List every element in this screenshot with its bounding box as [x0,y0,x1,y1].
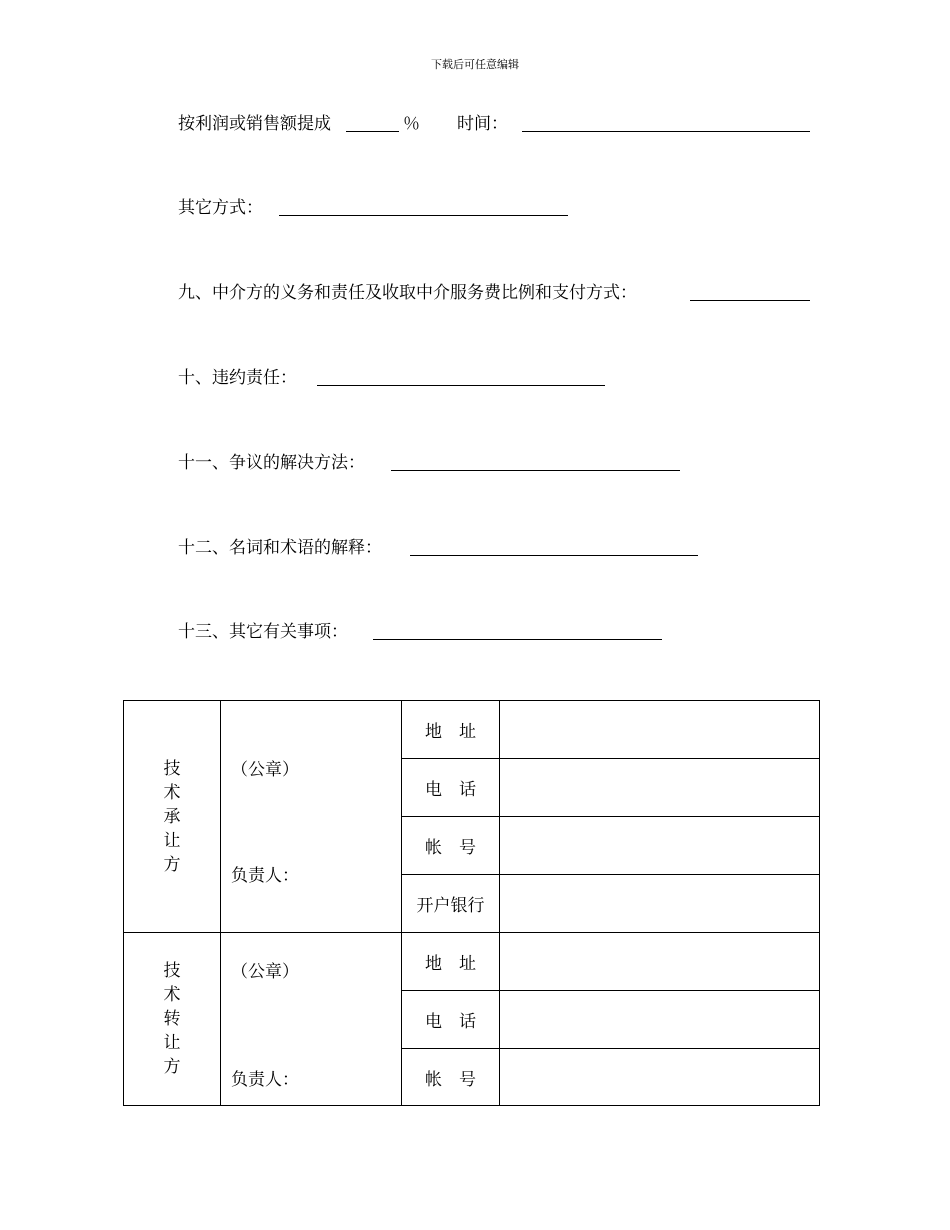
party1-account-label: 帐 号 [402,817,500,875]
party1-phone-label: 电 话 [402,759,500,817]
party1-char: 承 [163,806,181,827]
party2-address-label: 地 址 [402,933,500,991]
party1-phone-value[interactable] [500,759,820,817]
other-method-blank[interactable] [279,215,568,216]
party1-char: 术 [163,782,181,803]
party1-account-value[interactable] [500,817,820,875]
party2-char: 方 [163,1057,181,1077]
party2-address-value[interactable] [500,933,820,991]
party2-phone-value[interactable] [500,991,820,1049]
party1-char: 技 [163,758,181,779]
item13-label: 十三、其它有关事项： [178,622,348,642]
party1-seal-label: （公章） [231,760,299,780]
percent-sign: ％ [403,114,420,134]
item10-label: 十、违约责任： [178,368,297,388]
item9-label: 九、中介方的义务和责任及收取中介服务费比例和支付方式： [178,283,637,303]
party2-seal-label: （公章） [231,962,299,982]
party2-title [124,933,221,1106]
item11-label: 十一、争议的解决方法： [178,453,365,473]
party2-account-value[interactable] [500,1049,820,1106]
party1-bank-value[interactable] [500,875,820,933]
time-label: 时间： [457,114,508,134]
party1-address-value[interactable] [500,701,820,759]
party1-address-label: 地 址 [402,701,500,759]
item12-label: 十二、名词和术语的解释： [178,538,382,558]
party2-char: 转 [163,1009,181,1029]
party2-char: 术 [163,985,181,1005]
party1-seal-cell[interactable] [221,701,402,933]
profit-share-label: 按利润或销售额提成 [178,114,331,134]
party2-responsible-label: 负责人： [231,1070,299,1090]
party2-char: 让 [163,1033,181,1053]
time-blank[interactable] [522,131,810,132]
item12-blank[interactable] [410,555,698,556]
party2-phone-label: 电 话 [402,991,500,1049]
party1-char: 让 [163,830,181,851]
profit-share-line [178,114,331,134]
signature-table [123,700,820,1106]
item9-blank[interactable] [690,300,810,301]
party2-account-label: 帐 号 [402,1049,500,1106]
party2-seal-cell[interactable] [221,933,402,1106]
item10-blank[interactable] [317,385,605,386]
item13-blank[interactable] [373,639,662,640]
other-method-label: 其它方式： [178,198,263,218]
page-header: 下载后可任意编辑 [431,58,519,71]
party1-responsible-label: 负责人： [231,866,299,886]
party1-bank-label: 开户银行 [402,875,500,933]
party2-char: 技 [163,961,181,981]
party1-char: 方 [163,854,181,875]
party1-title [124,701,221,933]
percent-blank[interactable] [346,131,399,132]
item11-blank[interactable] [391,470,680,471]
